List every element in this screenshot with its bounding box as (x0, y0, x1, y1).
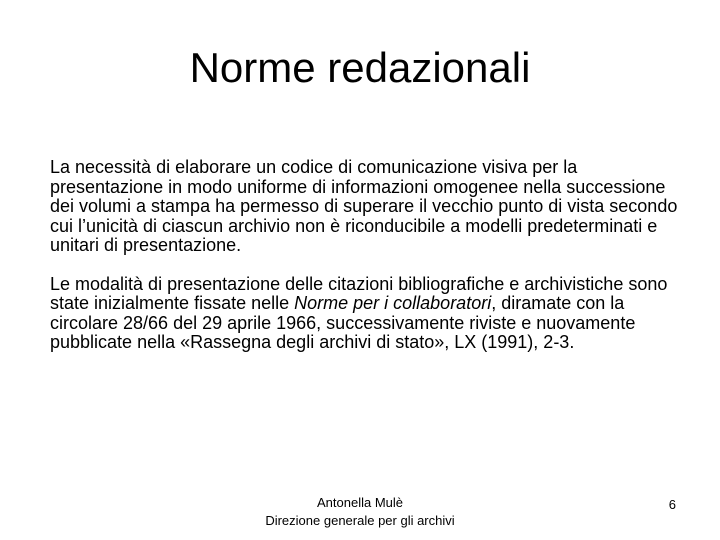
paragraph-text-after: , diramate con la circolare 28/66 del 29 aprile 1966, successivamente riviste e nuovamente pubblicate nella «Rassegna degli archivi di stato», LX (1991), 2-3. (50, 293, 636, 352)
slide-title: Norme redazionali (189, 44, 531, 91)
page-number: 6 (668, 497, 676, 512)
footer-author: Antonella Mulè (317, 495, 403, 510)
paragraph-codice-comunicazione: La necessità di elaborare un codice di comunicazione visiva per la presentazione in modo uniforme di informazioni omogenee nella successione dei volumi a stampa ha permesso di superare il vecchio punto di vista secondo cui l’unicità di ciascun archivio non è riconducibile a modelli predeterminati e unitari di presentazione. (50, 157, 678, 255)
paragraph-modalita-citazioni (50, 275, 690, 353)
slide-body (50, 158, 690, 353)
footer-organization: Direzione generale per gli archivi (265, 513, 455, 528)
paragraph-text-before: Le modalità di presentazione delle citazioni bibliografiche e archivistiche sono state inizialmente fissate nelle (50, 273, 668, 313)
italic-title-norme: Norme per i collaboratori (294, 293, 492, 313)
footer-credits (200, 494, 520, 530)
